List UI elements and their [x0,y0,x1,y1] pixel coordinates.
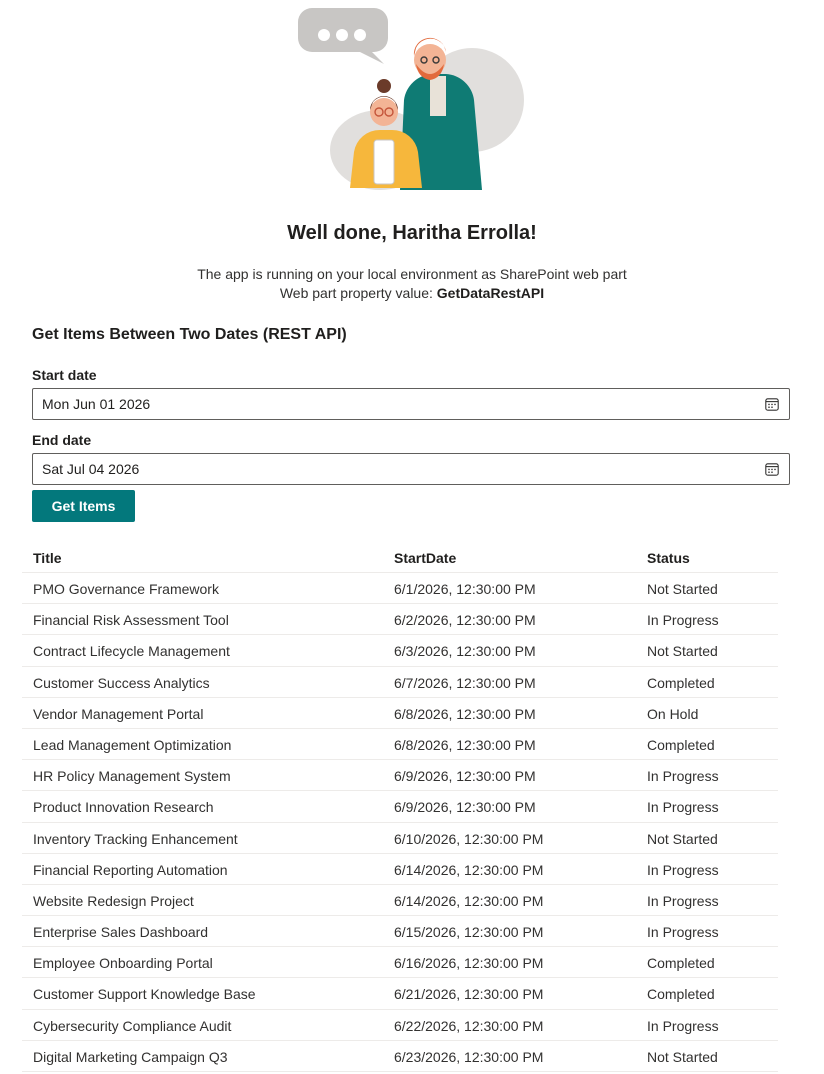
table-row [22,978,778,1009]
cell-startdate: 6/23/2026, 12:30:00 PM [394,1048,544,1065]
cell-status: Not Started [647,581,718,597]
table-row [22,854,778,885]
table-row [22,947,778,978]
cell-startdate: 6/1/2026, 12:30:00 PM [394,581,536,597]
cell-title: Website Redesign Project [33,892,194,909]
cell-title: Lead Management Optimization [33,736,232,753]
start-date-label: Start date [32,367,97,383]
welcome-title: Well done, Haritha Errolla! [287,222,537,244]
cell-startdate: 6/10/2026, 12:30:00 PM [394,830,544,847]
cell-status: Completed [647,986,715,1003]
start-date-picker[interactable] [32,388,790,420]
calendar-icon[interactable] [765,462,779,476]
start-date-value: Mon Jun 01 2026 [42,396,151,412]
cell-title: Inventory Tracking Enhancement [33,830,238,847]
cell-status: Completed [647,674,715,691]
cell-title: Cybersecurity Compliance Audit [33,1017,232,1034]
cell-startdate: 6/9/2026, 12:30:00 PM [394,768,536,785]
cell-startdate: 6/2/2026, 12:30:00 PM [394,612,536,629]
table-row [22,1041,778,1072]
cell-startdate: 6/22/2026, 12:30:00 PM [394,1017,544,1034]
cell-startdate: 6/16/2026, 12:30:00 PM [394,955,544,972]
end-date-value: Sat Jul 04 2026 [42,461,140,477]
cell-status: In Progress [647,612,719,629]
cell-status: Completed [647,955,715,972]
cell-status: Not Started [647,830,718,847]
table-header [22,542,778,573]
welcome-hero [0,0,824,200]
table-row [22,791,778,822]
items-table [22,542,778,1072]
table-row [22,698,778,729]
calendar-icon[interactable] [765,397,779,411]
cell-title: HR Policy Management System [33,768,231,785]
cell-status: In Progress [647,768,719,785]
cell-status: On Hold [647,705,699,722]
end-date-picker[interactable] [32,453,790,485]
property-value-message [0,285,824,301]
cell-startdate: 6/14/2026, 12:30:00 PM [394,861,544,878]
cell-startdate: 6/21/2026, 12:30:00 PM [394,986,544,1003]
cell-status: In Progress [647,1017,719,1034]
cell-startdate: 6/8/2026, 12:30:00 PM [394,736,536,753]
cell-status: In Progress [647,924,719,941]
cell-startdate: 6/3/2026, 12:30:00 PM [394,643,536,660]
cell-status: In Progress [647,892,719,909]
cell-startdate: 6/15/2026, 12:30:00 PM [394,924,544,941]
table-row [22,885,778,916]
table-row [22,916,778,947]
cell-status: Not Started [647,643,718,660]
table-row [22,635,778,666]
cell-title: Customer Success Analytics [33,674,210,691]
cell-title: Financial Risk Assessment Tool [33,612,229,629]
cell-title: Vendor Management Portal [33,705,204,722]
cell-title: Customer Support Knowledge Base [33,986,256,1003]
property-value: GetDataRestAPI [436,285,545,301]
cell-status: In Progress [647,799,719,816]
column-header-startdate: StartDate [394,550,457,566]
table-row [22,604,778,635]
table-row [22,1010,778,1041]
cell-title: Employee Onboarding Portal [33,955,213,972]
cell-title: Product Innovation Research [33,799,214,816]
property-value-prefix: Web part property value: [279,285,437,301]
cell-title: Contract Lifecycle Management [33,643,230,660]
column-header-status: Status [647,550,690,566]
cell-title: Digital Marketing Campaign Q3 [33,1048,228,1065]
cell-title: Financial Reporting Automation [33,861,228,878]
cell-startdate: 6/9/2026, 12:30:00 PM [394,799,536,816]
cell-status: Not Started [647,1048,718,1065]
environment-message: The app is running on your local environment as SharePoint web part [197,266,627,282]
table-row [22,667,778,698]
cell-status: In Progress [647,861,719,878]
cell-title: Enterprise Sales Dashboard [33,924,209,941]
table-row [22,573,778,604]
cell-startdate: 6/8/2026, 12:30:00 PM [394,705,536,722]
table-row [22,823,778,854]
welcome-illustration-icon [290,0,530,200]
end-date-label: End date [32,432,92,448]
cell-title: PMO Governance Framework [33,581,219,597]
section-title: Get Items Between Two Dates (REST API) [32,326,347,343]
get-items-button[interactable]: Get Items [32,490,135,522]
table-row [22,729,778,760]
cell-startdate: 6/7/2026, 12:30:00 PM [394,674,536,691]
table-row [22,760,778,791]
cell-startdate: 6/14/2026, 12:30:00 PM [394,892,544,909]
table-body [22,573,778,1072]
column-header-title: Title [33,550,62,566]
cell-status: Completed [647,736,715,753]
